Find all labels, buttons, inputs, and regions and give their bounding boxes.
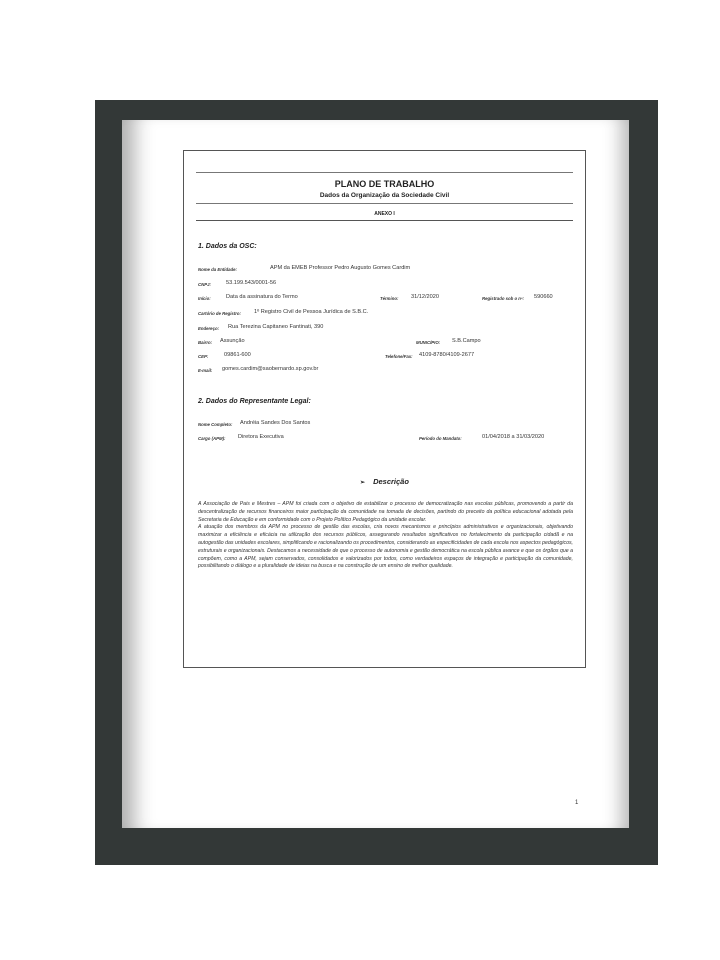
rep-role-label: Cargo (APM): [198,436,226,441]
section-1-heading: 1. Dados da OSC: [198,243,257,250]
end-label: Término: [380,296,399,301]
mandate-period-value: 01/04/2018 a 31/03/2020 [482,434,545,440]
zip-value: 09861-600 [224,352,251,358]
page-number: 1 [575,800,579,806]
cnpj-label: CNPJ: [198,282,211,287]
email-value: gomes.cardim@saobernardo.sp.gov.br [222,366,319,372]
description-paragraph-2: A atuação dos membros da APM no processo de gestão das escolas, cria novos mecanismos e princípios administrativos e organizacionais, objetivando maximizar a eficiência e eficácia na utilização dos recursos públicos, assegurando resultados significativos no fortalecimento da participação cidadã e na autogestão das unidades escolares, simplificando e racionalizando os procedimentos, considerando as especificidades de cada escola nos aspectos pedagógicos, estruturais e organizacionais. Destacamos a necessidade de que o processo de autonomia e gestão democrática na escola pública avance e que os órgãos que a compõem, como a APM, sejam conservados, consolidados e valorizados por todos, como verdadeiros espaços de integração e participação da comunidade, possibilitando o diálogo e a pluralidade de ideias na busca e na construção de um ensino de melhor qualidade. [198,524,573,570]
registry-office-label: Cartório de Registro: [198,311,241,316]
rep-name-label: Nome Completo: [198,422,233,427]
description-paragraph-1: A Associação de Pais e Mestres – APM foi criada com o objetivo de estabilizar o processo de democratização nas escolas públicas, promovendo a partir da descentralização de recursos financeiros maior participação da comunidade na tomada de decisões, partindo do preceito da política educacional adotada pela Secretaria de Educação e em conformidade com o Projeto Político Pedagógico da unidade escolar. [198,501,573,523]
annex-label: ANEXO I [374,211,395,217]
registry-office-value: 1º Registro Civil de Pessoa Jurídica de S.B.C. [254,309,369,315]
zip-label: CEP: [198,354,209,359]
city-label: MUNICÍPIO: [416,340,441,345]
start-label: Início: [198,296,211,301]
document-content-box [183,150,586,668]
cnpj-value: 53.199.543/0001-56 [226,280,277,286]
district-value: Assunção [220,338,245,344]
document-subtitle: Dados da Organização da Sociedade Civil [319,192,450,199]
description-heading [184,477,585,486]
subtitle-rule [196,203,573,204]
section-2-heading: 2. Dados do Representante Legal: [198,398,311,405]
end-value: 31/12/2020 [411,294,439,300]
city-value: S.B.Campo [452,338,481,344]
email-label: E-mail: [198,368,213,373]
entity-name-value: APM da EMEB Professor Pedro Augusto Gomes Cardim [270,265,411,271]
description-body [198,501,573,571]
start-value: Data da assinatura do Termo [226,294,298,300]
description-heading-text: Descrição [373,477,409,486]
phone-label: Telefone/Fax: [385,354,413,359]
district-label: Bairro: [198,340,213,345]
registry-number-value: 590660 [534,294,553,300]
annex-rule [196,220,573,221]
rep-name-value: Andréia Sandes Dos Santos [240,420,311,426]
registry-number-label: Registrado sob o nº: [482,296,524,301]
rep-role-value: Diretora Executiva [238,434,284,440]
arrow-bullet-icon: ➢ [360,480,366,486]
top-rule [196,172,573,173]
document-title: PLANO DE TRABALHO [334,179,435,189]
address-label: Endereço: [198,326,220,331]
address-value: Rua Terezina Capitaneo Fantinati, 390 [228,324,324,330]
mandate-period-label: Período do Mandato: [419,436,462,441]
phone-value: 4109-8780/4109-2677 [419,352,475,358]
entity-name-label: Nome da Entidade: [198,267,237,272]
